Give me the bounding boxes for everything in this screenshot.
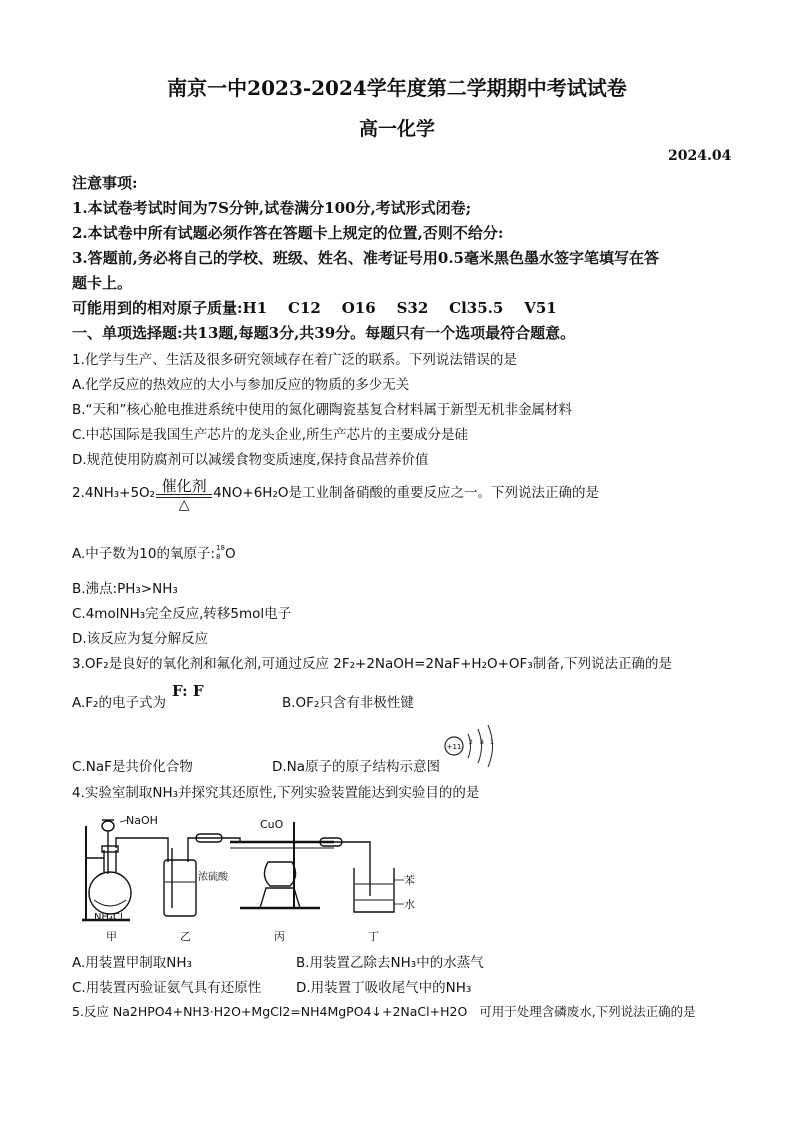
separatory-funnel bbox=[102, 821, 114, 831]
tube-jia-yi bbox=[116, 838, 168, 862]
atomic-masses: 可能用到的相对原子质量:H1 C12 O16 S32 Cl35.5 V51 bbox=[72, 299, 557, 317]
beaker bbox=[354, 868, 394, 912]
q4-option-d: D.用装置丁吸收尾气中的NH₃ bbox=[296, 980, 472, 996]
q2-stem bbox=[72, 475, 599, 511]
oxygen-symbol: O bbox=[225, 546, 236, 562]
q2-option-a bbox=[72, 542, 236, 563]
shell-arc-2 bbox=[478, 729, 482, 763]
q2-option-a-text: A.中子数为10的氧原子: bbox=[72, 546, 216, 562]
shell-arc-3 bbox=[488, 725, 493, 767]
q3-option-c: C.NaF是共价化合物 bbox=[72, 759, 193, 775]
label-ding: 丁 bbox=[368, 930, 379, 943]
q2-option-b: B.沸点:PH₃>NH₃ bbox=[72, 581, 178, 597]
apparatus-diagram bbox=[70, 808, 430, 948]
exam-date: 2024.04 bbox=[668, 148, 732, 164]
exam-title: 南京一中2023-2024学年度第二学期期中考试试卷 bbox=[167, 76, 627, 100]
oxygen-nuclide bbox=[215, 545, 225, 563]
f2-electron-formula: F: F bbox=[172, 682, 204, 700]
shell-count-1: 2 bbox=[469, 739, 473, 746]
alcohol-lamp-flame bbox=[264, 862, 295, 886]
shell-count-2: 8 bbox=[480, 739, 484, 746]
q2-option-c: C.4molNH₃完全反应,转移5mol电子 bbox=[72, 606, 292, 622]
q1-option-b: B.“天和”核心舱电推进系统中使用的氮化硼陶瓷基复合材料属于新型无机非金属材料 bbox=[72, 402, 573, 418]
q3-option-b: B.OF₂只含有非极性键 bbox=[282, 695, 414, 711]
q3-option-a: A.F₂的电子式为 bbox=[72, 695, 166, 711]
label-bing: 丙 bbox=[274, 930, 285, 943]
q2-option-d: D.该反应为复分解反应 bbox=[72, 631, 209, 647]
notice-heading: 注意事项: bbox=[72, 174, 138, 192]
q1-option-a: A.化学反应的热效应的大小与参加反应的物质的多少无关 bbox=[72, 377, 410, 393]
q1-option-d: D.规范使用防腐剂可以减缓食物变质速度,保持食品营养价值 bbox=[72, 452, 429, 468]
q4-stem: 4.实验室制取NH₃并探究其还原性,下列实验装置能达到实验目的的是 bbox=[72, 785, 480, 801]
tube-bing-ding bbox=[332, 842, 370, 896]
label-naoh: NaOH bbox=[126, 814, 158, 827]
atomic-number: 8 bbox=[216, 553, 221, 561]
q1-option-c: C.中芯国际是我国生产芯片的龙头企业,所生产芯片的主要成分是硅 bbox=[72, 427, 469, 443]
label-water: 水 bbox=[404, 898, 415, 911]
section-1-heading: 一、单项选择题:共13题,每题3分,共39分。每题只有一个选项最符合题意。 bbox=[72, 324, 576, 342]
label-jia: 甲 bbox=[106, 930, 117, 943]
notice-item-1: 1.本试卷考试时间为7S分钟,试卷满分100分,考试形式闭卷; bbox=[72, 199, 472, 217]
notice-item-3-cont: 题卡上。 bbox=[72, 274, 133, 292]
notice-item-3: 3.答题前,务必将自己的学校、班级、姓名、准考证号用0.5毫米黑色墨水签字笔填写在答 bbox=[72, 249, 659, 267]
label-nh4cl: NH₄Cl bbox=[94, 912, 123, 923]
q3-option-d: D.Na原子的原子结构示意图 bbox=[272, 759, 441, 775]
q2-reactants: 2.4NH₃+5O₂ bbox=[72, 485, 156, 501]
q3-stem: 3.OF₂是良好的氧化剂和氟化剂,可通过反应 2F₂+2NaOH=2NaF+H₂O+OF₃制备,下列说法正确的是 bbox=[72, 656, 673, 672]
sodium-atom-diagram bbox=[442, 722, 502, 770]
round-bottom-flask bbox=[89, 872, 131, 914]
q4-option-c: C.用装置丙验证氨气具有还原性 bbox=[72, 980, 262, 996]
label-cuo: CuO bbox=[260, 818, 284, 831]
label-h2so4: 浓硫酸 bbox=[198, 872, 228, 883]
q5-stem: 5.反应 Na2HPO4+NH3·H2O+MgCl2=NH4MgPO4↓+2NaCl+H2O 可用于处理含磷废水,下列说法正确的是 bbox=[72, 1004, 696, 1019]
shell-count-3: 1 bbox=[490, 739, 494, 746]
reaction-arrow bbox=[156, 475, 212, 511]
nucleus-charge: +11 bbox=[446, 743, 462, 751]
q1-stem: 1.化学与生产、生活及很多研究领域存在着广泛的联系。下列说法错误的是 bbox=[72, 352, 517, 368]
heat-symbol: △ bbox=[178, 497, 190, 513]
q4-option-a: A.用装置甲制取NH₃ bbox=[72, 955, 192, 971]
flask-liquid bbox=[94, 900, 126, 906]
mass-number: 18 bbox=[216, 544, 225, 552]
q2-products: 4NO+6H₂O是工业制备硝酸的重要反应之一。下列说法正确的是 bbox=[213, 485, 599, 501]
notice-item-2: 2.本试卷中所有试题必须作答在答题卡上规定的位置,否则不给分: bbox=[72, 224, 504, 242]
q4-option-b: B.用装置乙除去NH₃中的水蒸气 bbox=[296, 955, 484, 971]
shell-arc-1 bbox=[468, 734, 471, 758]
wash-bottle bbox=[164, 860, 196, 916]
label-yi: 乙 bbox=[180, 930, 191, 943]
label-benzene: 苯 bbox=[404, 874, 415, 887]
catalyst-label: 催化剂 bbox=[161, 477, 207, 495]
subject-title: 高一化学 bbox=[358, 118, 435, 140]
